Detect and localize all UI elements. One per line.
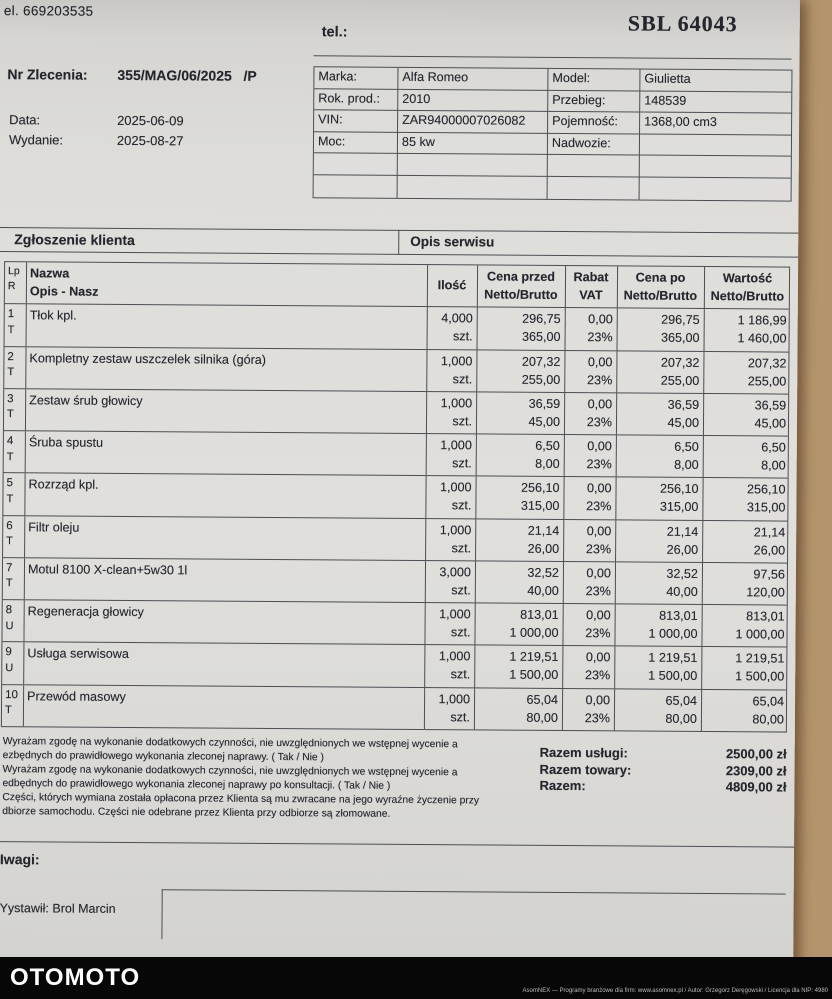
vehicle-value: Giulietta [640,70,791,93]
item-qty: 1,000 szt. [424,645,474,687]
value-netto-brutto: 97,56 120,00 [702,563,789,605]
total-row [539,778,786,796]
total-label: Razem towary: [539,761,632,777]
item-qty: 1,000 szt. [424,603,474,645]
discount-vat: 0,00 23% [564,351,616,393]
consent-line: ezbędnych do prawidłowego wykonania zleconej naprawy. ( Tak / Nie ) [2,750,324,764]
col-price-before-header: Cena przed Netto/Brutto [477,265,565,307]
vehicle-info-table [313,66,793,201]
date-value: 2025-06-09 [117,112,184,129]
row-lp-type: 10 T [4,688,18,717]
price-before-netto-brutto: 6,50 8,00 [476,434,564,476]
item-name: Kompletny zestaw uszczelek silnika (góra) [25,347,426,391]
table-row [3,472,787,520]
vehicle-value [640,177,791,200]
section-title-client-request: Zgłoszenie klienta [14,231,135,249]
total-row [540,745,787,763]
price-after-netto-brutto: 1 219,51 1 500,00 [614,647,701,689]
table-row [5,304,789,351]
row-lp-type: 2 T [7,350,15,379]
value-netto-brutto: 1 219,51 1 500,00 [701,647,788,689]
price-after-netto-brutto: 6,50 8,00 [616,435,703,477]
vehicle-value: 85 kw [398,133,548,156]
price-after-netto-brutto: 296,75 365,00 [617,309,704,351]
item-name: Regeneracja głowicy [23,600,424,644]
item-qty: 1,000 szt. [425,476,475,518]
price-before-netto-brutto: 65,04 80,00 [474,688,562,730]
row-lp-type: 8 U [5,604,14,632]
item-name: Zestaw śrub głowicy [25,389,426,433]
order-number-label: Nr Zlecenia: [7,66,88,83]
issued-by-label: Yystawił: [0,901,49,916]
consent-line: Wyrażam zgodę na wykonanie dodatkowych czynności, nie uwzględnionych we wstępnej wycenie a [2,764,458,779]
date-label: Data: [9,112,41,128]
vehicle-label: Moc: [314,132,398,154]
price-after-netto-brutto: 813,01 1 000,00 [614,604,701,646]
value-netto-brutto: 21,14 26,00 [702,520,789,562]
item-name: Usługa serwisowa [23,642,424,686]
discount-vat: 0,00 23% [564,393,616,435]
document-code: SBL 64043 [627,10,738,37]
total-label: Razem usługi: [539,744,628,761]
price-before-netto-brutto: 207,32 255,00 [476,350,564,392]
vehicle-label: Pojemność: [548,112,640,134]
table-row [3,557,787,605]
item-name: Tłok kpl. [26,304,427,348]
total-value: 2500,00 zł [725,746,787,762]
table-row [4,430,788,478]
consent-line: dbiorze samochodu. Części nie odebrane przez Klienta przy odbiorze są złomowane. [2,806,391,820]
item-name: Motul 8100 X-clean+5w30 1l [24,558,425,602]
table-header [5,262,789,310]
discount-vat: 0,00 23% [563,520,615,562]
price-before-netto-brutto: 296,75 365,00 [477,308,565,350]
price-before-netto-brutto: 32,52 40,00 [475,561,563,603]
col-price-after-header: Cena po Netto/Brutto [617,266,704,308]
discount-vat: 0,00 23% [562,688,614,730]
table-row [2,684,786,732]
total-label: Razem: [539,777,586,794]
value-netto-brutto: 256,10 315,00 [702,478,789,520]
consent-text [2,735,548,823]
value-netto-brutto: 207,32 255,00 [703,351,790,393]
notes-divider-line [0,841,794,848]
software-fine-print: AsomNEX — Programy branżowe dla firm: www.asomnex.pl / Autor: Grzegorz Deręgowski / Licencja dla NIP: 4980 [522,988,828,994]
col-value-header: Wartość Netto/Brutto [704,267,791,309]
price-after-netto-brutto: 32,52 40,00 [615,562,702,604]
row-lp-type: 9 U [5,646,14,674]
total-row [540,761,787,779]
vehicle-value: 1368,00 cm3 [640,113,791,136]
issued-by-name: Brol Marcin [52,901,116,916]
value-netto-brutto: 1 186,99 1 460,00 [704,309,791,351]
vehicle-value: ZAR94000007026082 [398,111,548,134]
row-lp-type: 5 T [6,477,14,505]
notes-label: Iwagi: [0,851,40,868]
col-name-header: Nazwa Opis - Nasz [26,262,427,306]
issue-date-value: 2025-08-27 [116,132,184,149]
row-lp-type: 4 T [6,435,14,463]
price-before-netto-brutto: 813,01 1 000,00 [474,603,562,645]
row-lp-type: 1 T [7,308,15,336]
header-divider-line [314,55,792,60]
item-name: Śruba spustu [25,431,426,475]
tel-label: tel.: [321,24,348,41]
item-name: Rozrząd kpl. [24,473,425,517]
vehicle-label: Model: [548,69,640,91]
table-row [4,388,788,436]
discount-vat: 0,00 23% [563,562,615,604]
item-qty: 1,000 szt. [424,688,474,730]
discount-vat: 0,00 23% [562,604,614,646]
col-lp-header: Lp R [7,265,20,293]
value-netto-brutto: 36,59 45,00 [703,394,790,436]
item-qty: 1,000 szt. [426,350,476,392]
item-name: Filtr oleju [24,516,425,560]
section-divider-line [398,230,399,255]
price-after-netto-brutto: 65,04 80,00 [614,689,701,731]
value-netto-brutto: 6,50 8,00 [703,436,790,478]
vehicle-value [398,154,548,177]
vehicle-label: Marka: [314,67,398,89]
section-title-service-description: Opis serwisu [410,233,495,250]
discount-vat: 0,00 23% [563,477,615,519]
value-netto-brutto: 65,04 80,00 [701,689,788,731]
item-qty: 1,000 szt. [425,519,475,561]
vehicle-value: 148539 [640,91,791,114]
row-lp-type: 7 T [5,561,13,590]
item-qty: 4,000 szt. [427,307,477,349]
price-after-netto-brutto: 207,32 255,00 [616,351,703,393]
price-before-netto-brutto: 1 219,51 1 500,00 [474,646,562,688]
price-after-netto-brutto: 36,59 45,00 [616,393,703,435]
footer-bar [0,957,832,999]
table-body [2,304,789,731]
row-lp-type: 3 T [7,392,14,421]
order-number-value: 355/MAG/06/2025 /P [117,66,257,84]
vehicle-label: Przebieg: [548,90,640,112]
vehicle-value: 2010 [398,89,548,112]
consent-line: edbędnych do prawidłowego wykonania zleconej naprawy po konsultacji. ( Tak / Nie ) [2,778,391,792]
table-row [2,599,786,647]
item-qty: 1,000 szt. [426,434,476,476]
price-after-netto-brutto: 256,10 315,00 [615,478,702,520]
vehicle-label: Nadwozie: [548,134,640,156]
issue-date-label: Wydanie: [8,132,64,148]
vehicle-label [548,155,640,177]
col-qty-header: Ilość [427,265,477,307]
discount-vat: 0,00 23% [562,646,614,688]
price-after-netto-brutto: 21,14 26,00 [615,520,702,562]
item-qty: 1,000 szt. [426,392,476,434]
phone-number: el. 669203535 [3,3,94,19]
consent-line: Części, których wymiana została opłacona przez Klienta są mu zwracane na jego wyraźne życzenie przy [2,792,480,807]
vehicle-label [314,175,398,197]
discount-vat: 0,00 23% [565,308,617,350]
price-before-netto-brutto: 256,10 315,00 [475,477,563,519]
row-lp-type: 6 T [6,519,13,548]
item-qty: 3,000 szt. [425,561,475,603]
total-value: 4809,00 zł [725,779,787,795]
consent-line: Wyrażam zgodę na wykonanie dodatkowych czynności, nie uwzględnionych we wstępnej wycenie a [2,736,458,751]
vehicle-label: VIN: [314,110,398,132]
service-items-table [1,261,790,732]
totals-summary [539,745,786,796]
table-row [4,346,788,394]
signature-box-line [162,889,786,895]
vehicle-value: Alfa Romeo [398,68,548,91]
price-before-netto-brutto: 36,59 45,00 [476,392,564,434]
table-row [2,641,786,689]
brand-logo: OTOMOTO [10,964,141,991]
item-name: Przewód masowy [23,685,424,729]
price-before-netto-brutto: 21,14 26,00 [475,519,563,561]
vehicle-label: Rok. prod.: [314,89,398,111]
vehicle-label [314,154,398,176]
issued-by [0,901,116,916]
total-value: 2309,00 zł [725,762,787,779]
vehicle-label [548,177,640,199]
signature-box-divider [161,889,163,939]
col-discount-vat-header: Rabat VAT [565,266,617,308]
value-netto-brutto: 813,01 1 000,00 [701,605,788,647]
vehicle-value [640,156,791,179]
table-row [3,515,787,563]
vehicle-value [640,134,791,157]
vehicle-value [398,176,548,199]
discount-vat: 0,00 23% [564,435,616,477]
